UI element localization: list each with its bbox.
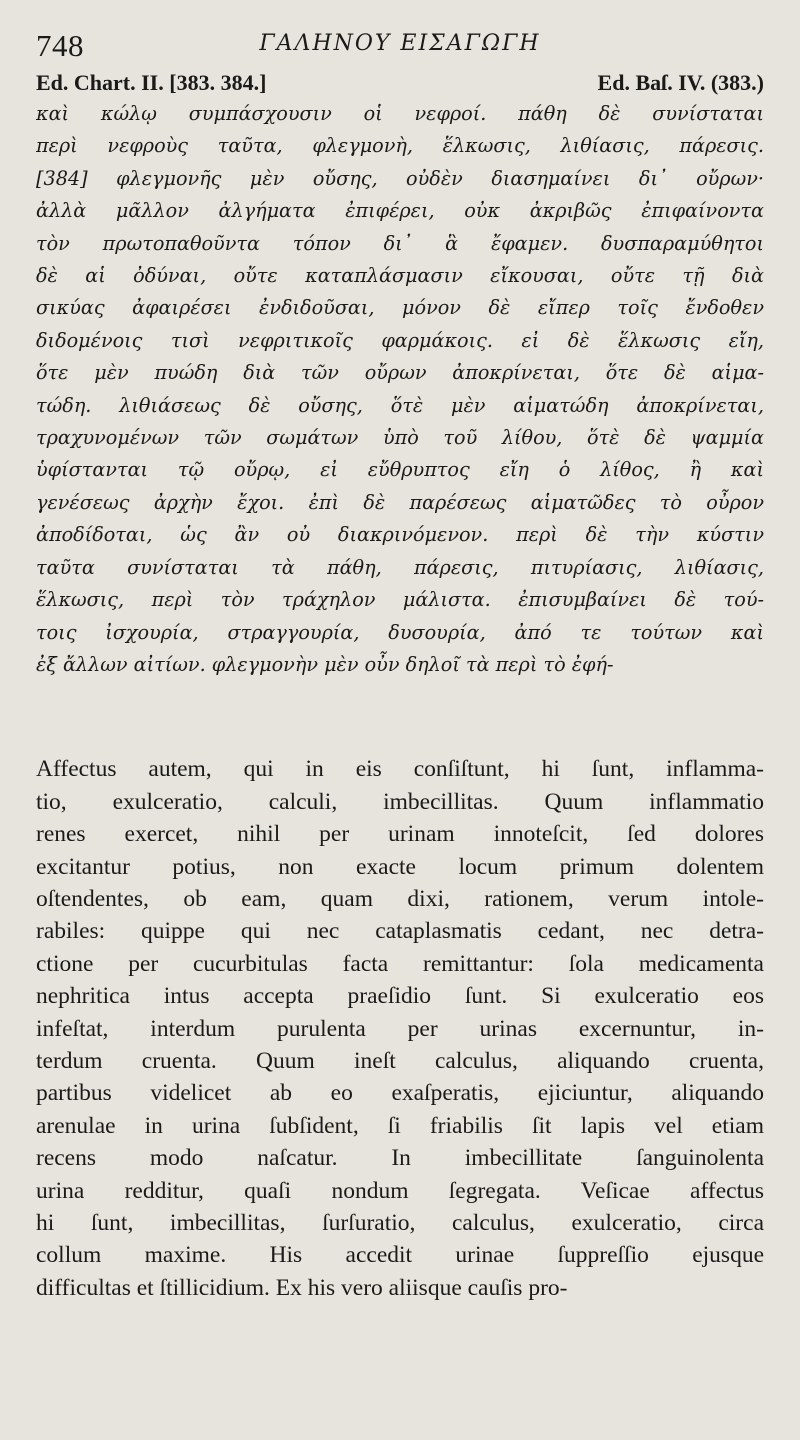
latin-text-line: terdum cruenta. Quum ineſt calculus, aliquando cruenta, (36, 1047, 764, 1074)
latin-text-line: rabiles: quippe qui nec cataplasmatis cedant, nec detra- (36, 918, 764, 945)
page-number: 748 (36, 28, 84, 63)
latin-text-line: Affectus autem, qui in eis conſiſtunt, hi ſunt, inflamma- (36, 756, 764, 783)
greek-text-line: τὸν πρωτοπαθοῦντα τόπον δι᾽ ἃ ἔφαμεν. δυσπαραμύθητοι (36, 231, 764, 255)
running-title: ΓΑΛΗΝΟΥ ΕΙΣΑΓΩΓΗ (259, 31, 541, 56)
latin-text-line: ctione per cucurbitulas facta remittantur: ſola medicamenta (36, 950, 764, 977)
latin-text-line: partibus videlicet ab eo exaſperatis, ejiciuntur, aliquando (36, 1080, 764, 1107)
latin-text-line: tio, exulceratio, calculi, imbecillitas. Quum inflammatio (36, 788, 764, 815)
latin-text-line: oſtendentes, ob eam, quam dixi, rationem, verum intole- (36, 885, 764, 912)
greek-text-line: γενέσεως ἀρχὴν ἔχοι. ἐπὶ δὲ παρέσεως αἱματῶδες τὸ οὖρον (36, 490, 764, 514)
latin-text-line: hi ſunt, imbecillitas, ſurſuratio, calculus, exulceratio, circa (36, 1210, 764, 1236)
greek-text-line: σικύας ἀφαιρέσει ἐνδιδοῦσαι, μόνον δὲ εἴπερ τοῖς ἔνδοθεν (36, 296, 764, 320)
edition-reference-line (36, 68, 764, 98)
greek-text-line: διδομένοις τισὶ νεφριτικοῖς φαρμάκοις. εἰ δὲ ἕλκωσις εἴη, (36, 328, 764, 352)
greek-text-line: ἀλλὰ μᾶλλον ἀλγήματα ἐπιφέρει, οὐκ ἀκριβῶς ἐπιφαίνοντα (36, 199, 764, 223)
greek-text-line: τώδη. λιθιάσεως δὲ οὔσης, ὅτὲ μὲν αἱματώδη ἀποκρίνεται, (36, 393, 764, 417)
latin-text-line: recens modo naſcatur. In imbecillitate ſanguinolenta (36, 1145, 764, 1172)
greek-text-line: δὲ αἱ ὀδύναι, οὔτε καταπλάσμασιν εἴκουσαι, οὔτε τῇ διὰ (36, 264, 764, 288)
greek-text-line: τοις ἰσχουρία, στραγγουρία, δυσουρία, ἀπό τε τούτων καὶ (36, 620, 764, 644)
edition-reference-left: Ed. Chart. II. [383. 384.] (36, 70, 267, 95)
greek-text-line: περὶ νεφροὺς ταῦτα, φλεγμονὴ, ἕλκωσις, λιθίασις, πάρεσις. (36, 134, 764, 158)
greek-text-line: ὅτε μὲν πυώδη διὰ τῶν οὔρων ἀποκρίνεται, ὅτε δὲ αἱμα- (36, 361, 764, 385)
greek-text-line: καὶ κώλῳ συμπάσχουσιν οἱ νεφροί. πάθη δὲ συνίσταται (36, 102, 764, 125)
latin-text-line: arenulae in urina ſubſident, ſi friabilis ſit lapis vel etiam (36, 1112, 764, 1139)
greek-text-line: τραχυνομένων τῶν σωμάτων ὑπὸ τοῦ λίθου, ὅτὲ δὲ ψαμμία (36, 426, 764, 450)
latin-text-block (36, 753, 764, 1304)
latin-text-line: renes exercet, nihil per urinam innoteſcit, ſed dolores (36, 821, 764, 848)
latin-text-line: difficultas et ſtillicidium. Ex his vero aliisque cauſis pro- (36, 1274, 568, 1301)
latin-text-line: infeſtat, interdum purulenta per urinas excernuntur, in- (36, 1015, 764, 1042)
greek-text-line: ἐξ ἄλλων αἰτίων. φλεγμονὴν μὲν οὖν δηλοῖ τὰ περὶ τὸ ἐφή- (36, 652, 614, 676)
greek-text-block (36, 98, 764, 681)
greek-text-line: ἀποδίδοται, ὡς ἂν οὐ διακρινόμενον. περὶ δὲ τὴν κύστιν (36, 523, 764, 547)
latin-text-line: excitantur potius, non exacte locum primum dolentem (36, 853, 764, 880)
latin-text-line: collum maxime. His accedit urinae ſuppreſſio ejusque (36, 1242, 764, 1269)
latin-text-line: nephritica intus accepta praeſidio ſunt. Si exulceratio eos (36, 983, 764, 1010)
page-header (36, 28, 764, 68)
edition-reference-right: Ed. Baſ. IV. (383.) (597, 70, 764, 95)
greek-text-line: ταῦτα συνίσταται τὰ πάθη, πάρεσις, πιτυρίασις, λιθίασις, (36, 555, 764, 579)
greek-text-line: [384] φλεγμονῆς μὲν οὔσης, οὐδὲν διασημαίνει δι᾽ οὔρων· (36, 166, 764, 190)
greek-text-line: ἕλκωσις, περὶ τὸν τράχηλον μάλιστα. ἐπισυμβαίνει δὲ τού- (36, 588, 764, 612)
latin-text-line: urina redditur, quaſi nondum ſegregata. Veſicae affectus (36, 1177, 764, 1204)
greek-text-line: ὑφίστανται τῷ οὔρῳ, εἰ εὔθρυπτος εἴη ὁ λίθος, ἢ καὶ (36, 458, 764, 482)
